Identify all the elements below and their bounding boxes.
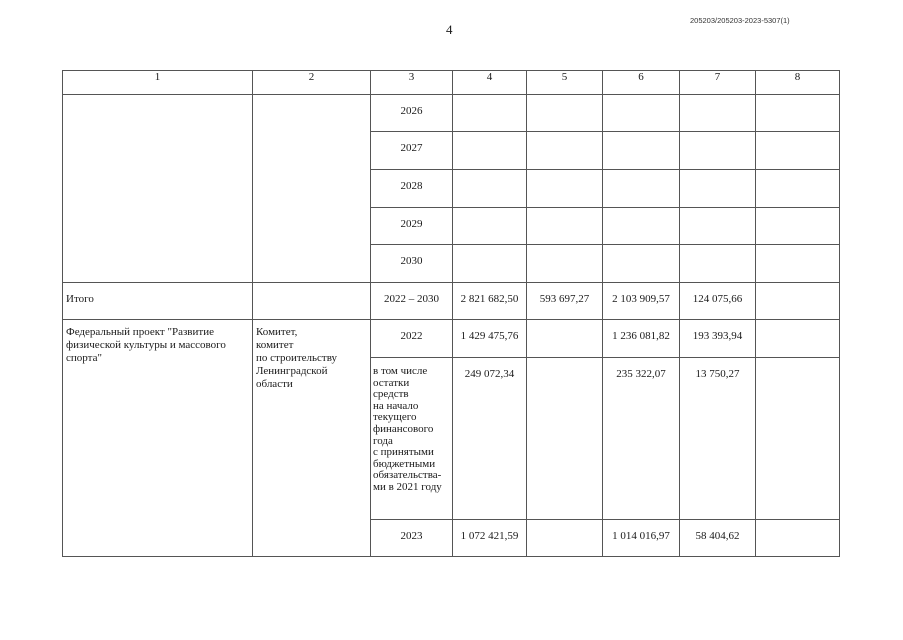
header-cell: 6 [603,71,680,95]
total-col6: 2 103 909,57 [603,283,680,320]
row2023-col6: 1 014 016,97 [603,520,680,557]
balance-note: в том числе остатки средств на начало текущего финансового года с принятыми бюджетными обязательства- ми в 2021 году [371,358,453,520]
header-cell: 1 [63,71,253,95]
table-row [63,95,840,132]
row2022-col7: 193 393,94 [680,320,756,358]
year-cell: 2029 [371,208,453,245]
total-col5: 593 697,27 [527,283,603,320]
total-col7: 124 075,66 [680,283,756,320]
document-id: 205203/205203-2023-5307(1) [690,16,790,25]
page-number: 4 [446,22,453,37]
row2023-col4: 1 072 421,59 [453,520,527,557]
total-label: Итого [63,283,253,320]
responsible-org: Комитет, комитет по строительству Ленинградской области [253,320,371,557]
header-cell: 4 [453,71,527,95]
row2022-col6: 1 236 081,82 [603,320,680,358]
header-cell: 7 [680,71,756,95]
year-cell: 2022 [371,320,453,358]
year-cell: 2030 [371,245,453,283]
total-col4: 2 821 682,50 [453,283,527,320]
year-cell: 2023 [371,520,453,557]
header-row [63,71,840,95]
empty-cell [253,95,371,283]
header-cell: 3 [371,71,453,95]
row2023-col7: 58 404,62 [680,520,756,557]
year-cell: 2027 [371,132,453,170]
total-row [63,283,840,320]
note-col6: 235 322,07 [603,358,680,520]
year-cell: 2028 [371,170,453,208]
budget-table [62,70,840,557]
header-cell: 5 [527,71,603,95]
note-col4: 249 072,34 [453,358,527,520]
header-cell: 2 [253,71,371,95]
row2022-col4: 1 429 475,76 [453,320,527,358]
total-period: 2022 – 2030 [371,283,453,320]
note-col7: 13 750,27 [680,358,756,520]
empty-cell [63,95,253,283]
project-row-2022 [63,320,840,358]
year-cell: 2026 [371,95,453,132]
header-cell: 8 [756,71,840,95]
project-name: Федеральный проект "Развитие физической культуры и массового спорта" [63,320,253,557]
